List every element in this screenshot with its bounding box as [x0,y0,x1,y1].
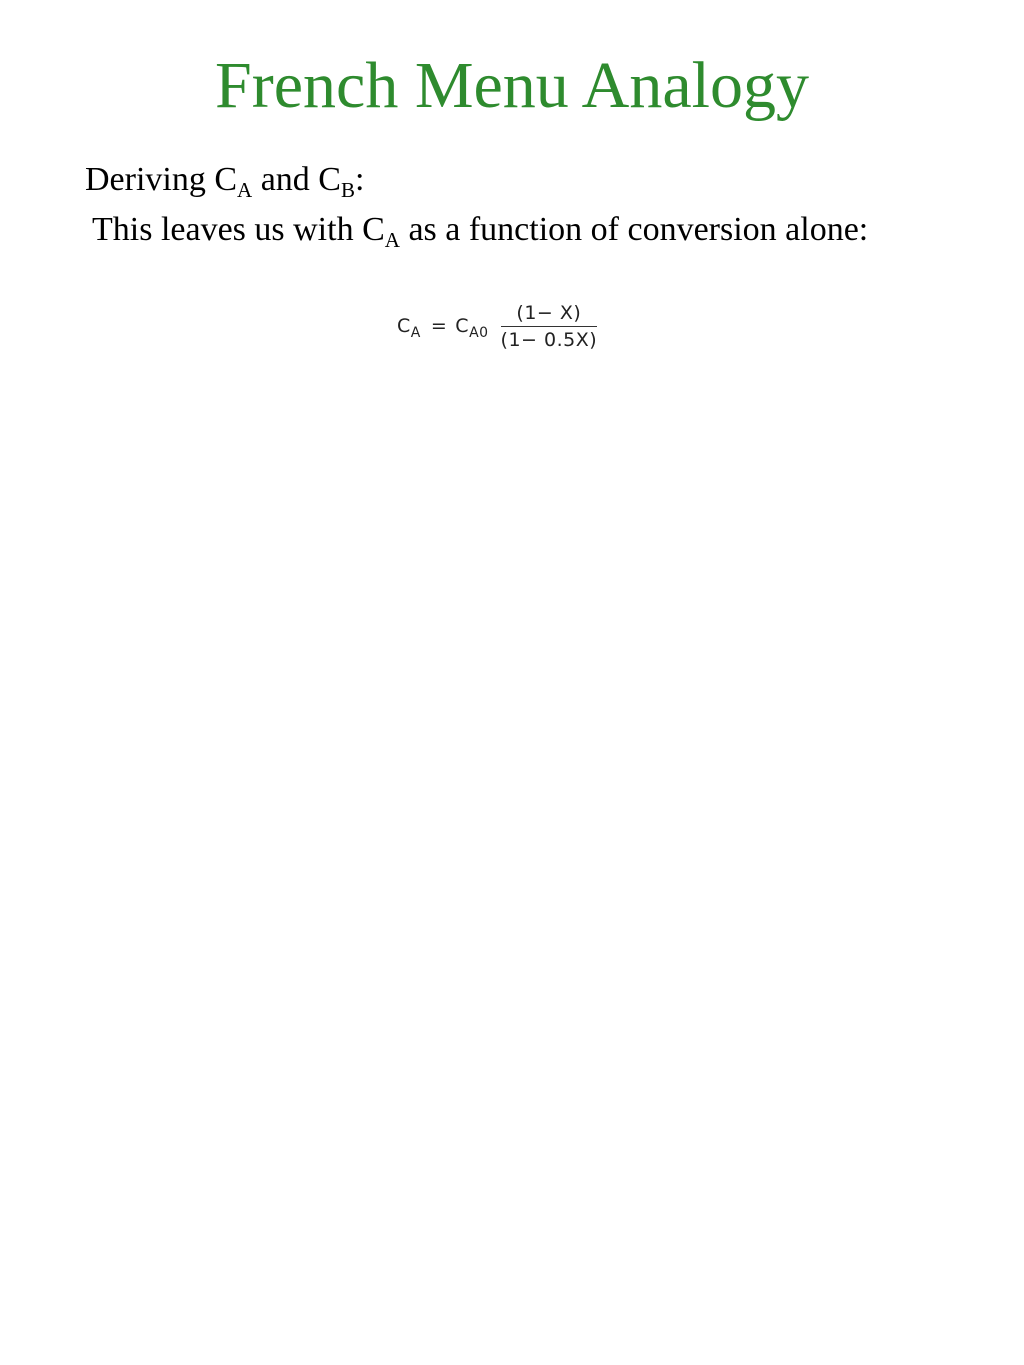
concentration-equation [397,294,601,358]
lhs-symbol: C [397,315,411,337]
leaves-text: This leaves us with C [92,211,385,248]
colon-text: : [355,161,365,198]
rhs-subscript: A0 [469,325,489,341]
deriving-text: Deriving C [85,161,238,198]
rhs-symbol: C [455,315,470,337]
subscript-a: A [384,228,400,252]
lhs-subscript: A [410,325,421,341]
fraction-numerator: (1− X) [516,301,582,324]
deriving-line [85,160,364,200]
equation-lhs [397,315,421,341]
function-text: as a function of conversion alone: [399,211,869,248]
slide-title: French Menu Analogy [215,49,809,122]
subscript-a: A [237,178,253,202]
and-text: and C [252,161,341,198]
fraction-denominator: (1− 0.5X) [500,328,598,351]
conversion-line [92,210,868,250]
equation-fraction [497,302,602,351]
equation-rhs-factor [455,315,489,341]
subscript-b: B [341,178,356,202]
equals-sign: = [430,315,448,337]
